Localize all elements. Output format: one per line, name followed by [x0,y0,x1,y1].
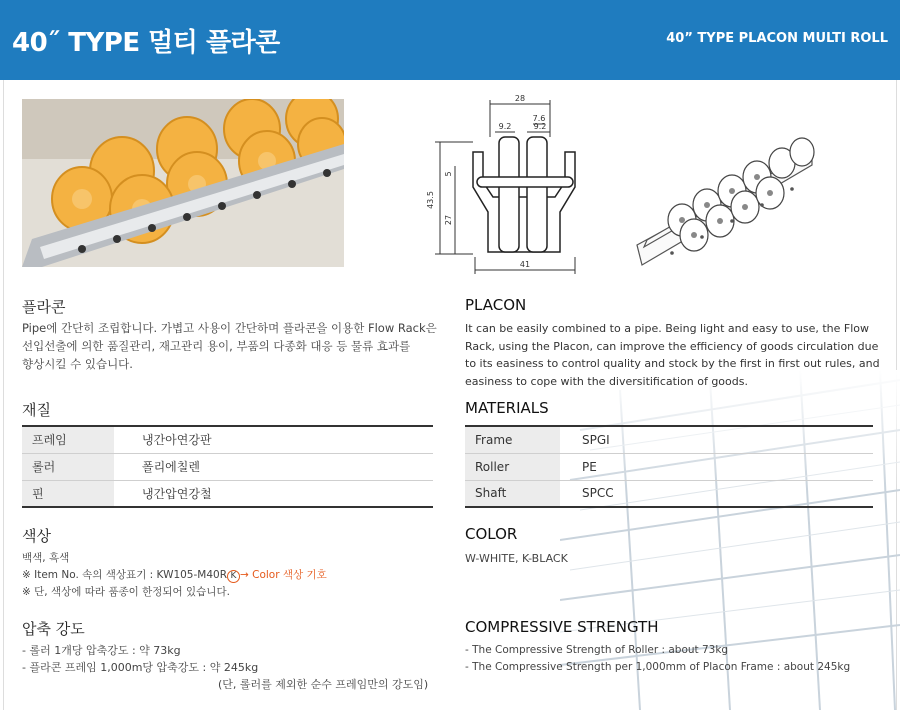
ko-strength-title: 압축 강도 [22,620,85,638]
placon-3d-render [632,125,817,275]
ko-color-note2: ※ 단, 색상에 따라 품종이 한정되어 있습니다. [22,586,230,598]
en-placon-line: easiness to cope with the diversitification of goods. [465,374,748,388]
dim-9-2-right: 9.2 [533,122,547,131]
en-placon-line: to its easiness to control quality and stock by the first in first out rules, and [465,357,880,370]
dim-41: 41 [519,260,531,269]
dim-43-5: 43.5 [426,191,435,209]
ko-material-table [22,425,433,508]
page-subtitle: 40” TYPE PLACON MULTI ROLL [666,31,888,46]
en-placon-title: PLACON [465,296,527,314]
table-row [465,453,873,480]
en-placon-description [465,320,885,390]
ko-color-title: 색상 [22,527,51,545]
placon-photo [22,99,344,267]
ko-color-note [22,567,442,584]
table-row [465,426,873,453]
material-key: 롤러 [22,453,114,480]
material-value: PE [560,453,873,480]
dim-5: 5 [444,171,453,177]
material-key: 핀 [22,480,114,507]
ko-placon-title: 플라콘 [22,298,66,316]
ko-placon-line: 선입선출에 의한 품질관리, 재고관리 용이, 부품의 다종화 대응 등 물류 효과를 [22,339,411,353]
en-strength-title: COMPRESSIVE STRENGTH [465,618,659,636]
material-key: Roller [465,453,560,480]
table-row [22,480,433,507]
en-placon-line: It can be easily combined to a pipe. Being light and easy to use, the Flow [465,322,870,335]
ko-material-title: 재질 [22,401,51,419]
ko-strength-line: - 플라콘 프레임 1,000m당 압축강도 : 약 245kg [22,661,259,674]
material-key: Frame [465,426,560,453]
table-row [22,453,433,480]
dim-7-6: 7.6 [532,114,546,123]
dim-28: 28 [514,94,526,103]
en-color-line: W-WHITE, K-BLACK [465,552,568,565]
ko-color-notes [22,550,442,601]
dim-27: 27 [444,214,453,226]
ko-placon-line: 향상시킬 수 있습니다. [22,357,133,371]
material-value: SPGI [560,426,873,453]
table-row [465,480,873,507]
ko-color-note-suffix: → Color 색상 기호 [240,569,327,581]
ko-strength-notes [22,642,442,693]
ko-placon-description [22,319,442,373]
material-value: SPCC [560,480,873,507]
page-title: 40˝ TYPE 멀티 플라콘 [12,28,280,58]
material-value: 냉간아연강판 [114,426,433,453]
en-material-title: MATERIALS [465,399,549,417]
en-strength-line: - The Compressive Strength per 1,000mm of Placon Frame : about 245kg [465,661,851,673]
ko-strength-line: - 롤러 1개당 압축강도 : 약 73kg [22,644,181,657]
dim-9-2-left: 9.2 [498,122,512,131]
ko-color-note-prefix: ※ Item No. 속의 색상표기 : KW105-M40R [22,569,227,581]
header-banner [0,0,900,80]
en-material-table [465,425,873,508]
ko-color-line: 백색, 흑색 [22,552,70,564]
en-strength-notes [465,642,890,676]
material-key: Shaft [465,480,560,507]
en-placon-line: Rack, using the Placon, can improve the efficiency of goods circulation due [465,339,879,353]
en-strength-line: - The Compressive Strength of Roller : about 73kg [465,644,729,656]
color-k-badge: K [227,570,240,583]
ko-strength-line: (단, 롤러를 제외한 순수 프레임만의 강도임) [218,678,429,691]
table-row [22,426,433,453]
cross-section-drawing [415,92,590,277]
material-key: 프레임 [22,426,114,453]
material-value: 냉간압연강철 [114,480,433,507]
ko-placon-line: Pipe에 간단히 조립합니다. 가볍고 사용이 간단하며 플라콘을 이용한 Flow Rack은 [22,321,437,335]
en-color-title: COLOR [465,525,518,543]
material-value: 폴리에칠렌 [114,453,433,480]
